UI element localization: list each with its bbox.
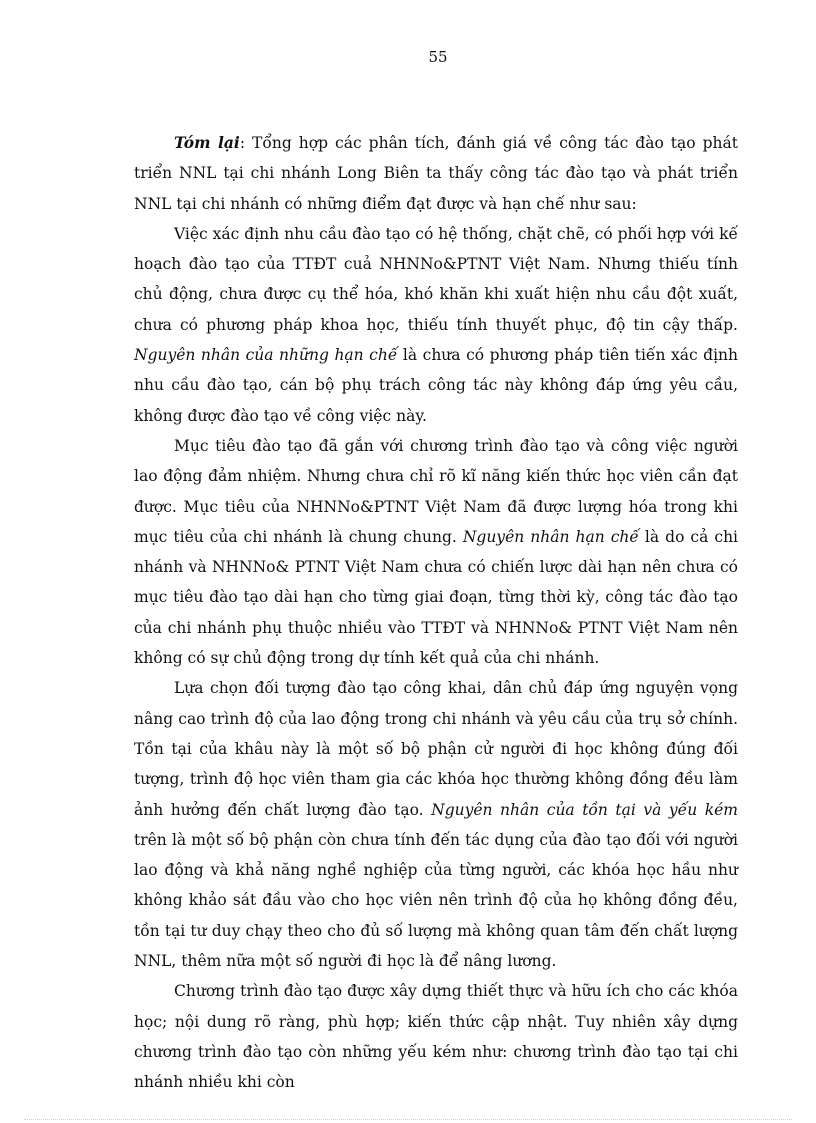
paragraph-training-goals (134, 431, 738, 673)
trainee-selection-cause-label: Nguyên nhân của tồn tại và yếu kém (431, 800, 739, 819)
paragraph-training-needs (134, 219, 738, 431)
training-needs-text: Việc xác định nhu cầu đào tạo có hệ thống, chặt chẽ, có phối hợp với kế hoạch đào tạo của TTĐT cuả NHNNo&PTNT Việt Nam. Nhưng thiếu tính chủ động, chưa được cụ thể hóa, khó khăn khi xuất hiện nhu cầu đột xuất, chưa có phương pháp khoa học, thiếu tính thuyết phục, độ tin cậy thấp. (134, 224, 738, 334)
training-goals-cause-text: là do cả chi nhánh và NHNNo& PTNT Việt Nam chưa có chiến lược dài hạn nên chưa có mục tiêu đào tạo dài hạn cho từng giai đoạn, từng thời kỳ, công tác đào tạo của chi nhánh phụ thuộc nhiều vào TTĐT và NHNNo& PTNT Việt Nam nên không có sự chủ động trong dự tính kết quả của chi nhánh. (134, 527, 739, 668)
trainee-selection-cause-text: trên là một số bộ phận còn chưa tính đến tác dụng của đào tạo đối với người lao động và khả năng nghề nghiệp của từng người, các khóa học hầu như không khảo sát đầu vào cho học viên nên trình độ của họ không đồng đều, tồn tại tư duy chạy theo cho đủ số lượng mà không quan tâm đến chất lượng NNL, thêm nữa một số người đi học là để nâng lương. (134, 830, 738, 971)
summary-lead: Tóm lại (174, 133, 240, 152)
training-program-text: Chương trình đào tạo được xây dựng thiết thực và hữu ích cho các khóa học; nội dung rõ ràng, phù hợp; kiến thức cập nhật. Tuy nhiên xây dựng chương trình đào tạo còn những yếu kém như: chương trình đào tạo tại chi nhánh nhiều khi còn (134, 982, 738, 1092)
training-goals-text: Mục tiêu đào tạo đã gắn với chương trình đào tạo và công việc người lao động đảm nhiệm. Nhưng chưa chỉ rõ kĩ năng kiến thức học viên cần đạt được. Mục tiêu của NHNNo&PTNT Việt Nam đã được lượng hóa trong khi mục tiêu của chi nhánh là chung chung. (134, 436, 738, 546)
summary-text: : Tổng hợp các phân tích, đánh giá về công tác đào tạo phát triển NNL tại chi nhánh Long Biên ta thấy công tác đào tạo và phát triển NNL tại chi nhánh có những điểm đạt được và hạn chế như sau: (134, 134, 738, 213)
paragraph-training-program (134, 976, 738, 1097)
document-body (134, 128, 738, 1098)
training-needs-cause-label: Nguyên nhân của những hạn chế (134, 346, 398, 365)
page-number: 55 (428, 48, 448, 66)
paragraph-trainee-selection (134, 673, 738, 976)
paragraph-summary (134, 128, 738, 219)
training-needs-cause-text: là chưa có phương pháp tiên tiến xác định nhu cầu đào tạo, cán bộ phụ trách công tác này không đáp ứng yêu cầu, không được đào tạo về công việc này. (134, 346, 739, 425)
page-bottom-divider (24, 1119, 792, 1120)
training-goals-cause-label: Nguyên nhân hạn chế (462, 527, 639, 546)
trainee-selection-text: Lựa chọn đối tượng đào tạo công khai, dân chủ đáp ứng nguyện vọng nâng cao trình độ của lao động trong chi nhánh và yêu cầu của trụ sở chính. Tồn tại của khâu này là một số bộ phận cử người đi học không đúng đối tượng, trình độ học viên tham gia các khóa học thường không đồng đều làm ảnh hưởng đến chất lượng đào tạo. (134, 679, 738, 819)
